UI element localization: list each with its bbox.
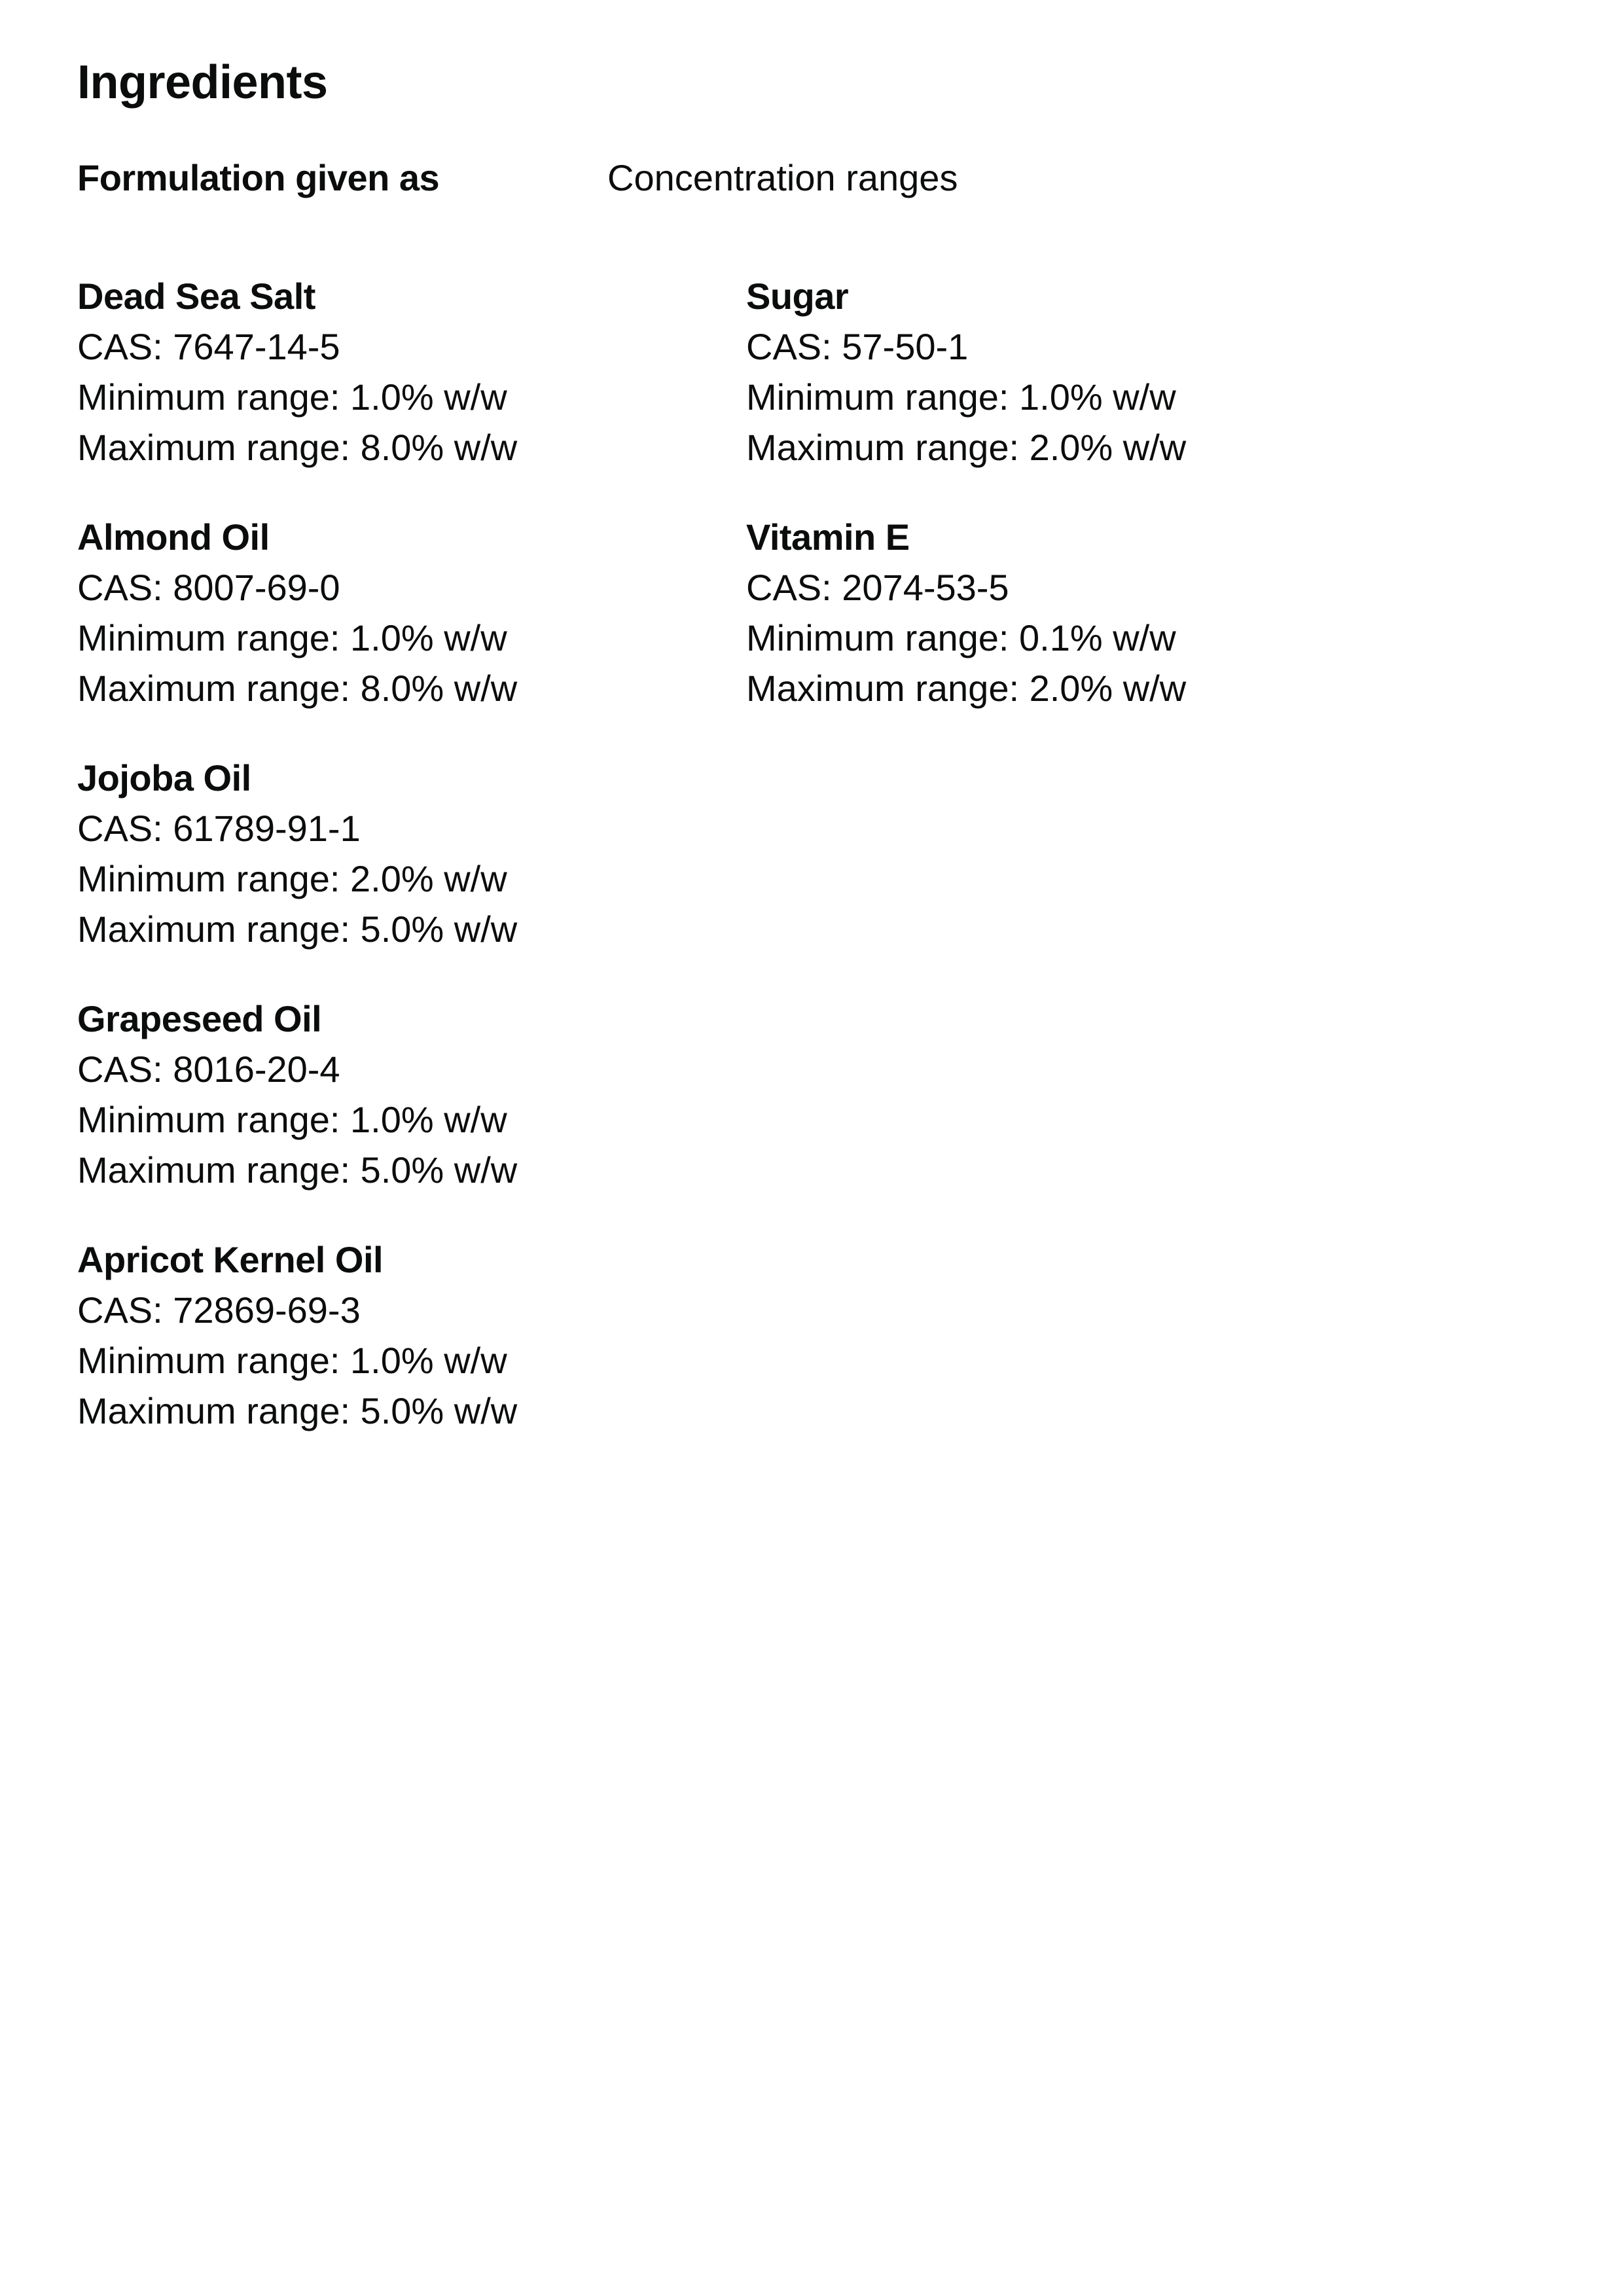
cas-number: 2074-53-5 <box>842 567 1009 608</box>
cas-number: 57-50-1 <box>842 326 969 367</box>
minimum-range-label: Minimum range: <box>77 617 351 658</box>
maximum-range-label: Maximum range: <box>77 1390 361 1431</box>
minimum-range-value: 0.1% w/w <box>1019 617 1176 658</box>
cas-label: CAS: <box>77 326 173 367</box>
ingredient-cas <box>77 803 666 853</box>
maximum-range-value: 5.0% w/w <box>360 1149 518 1191</box>
cas-label: CAS: <box>77 808 173 849</box>
minimum-range-value: 1.0% w/w <box>1019 376 1176 418</box>
ingredient-name: Grapeseed Oil <box>77 998 322 1039</box>
ingredient-vitamin-e <box>746 512 1335 713</box>
maximum-range-label: Maximum range: <box>77 1149 361 1191</box>
ingredient-apricot-kernel-oil <box>77 1234 666 1436</box>
minimum-range-label: Minimum range: <box>77 1340 351 1381</box>
maximum-range-value: 8.0% w/w <box>360 668 518 709</box>
cas-number: 7647-14-5 <box>173 326 340 367</box>
cas-label: CAS: <box>77 1049 173 1090</box>
ingredient-minimum-range <box>746 613 1335 663</box>
ingredient-minimum-range <box>77 1094 666 1145</box>
ingredient-minimum-range <box>77 372 666 422</box>
maximum-range-label: Maximum range: <box>77 427 361 468</box>
ingredient-minimum-range <box>746 372 1335 422</box>
ingredient-maximum-range <box>77 904 666 954</box>
ingredient-name: Vitamin E <box>746 516 910 558</box>
cas-label: CAS: <box>77 567 173 608</box>
maximum-range-value: 5.0% w/w <box>360 1390 518 1431</box>
ingredient-grapeseed-oil <box>77 994 666 1195</box>
minimum-range-label: Minimum range: <box>77 858 351 899</box>
ingredient-cas <box>746 562 1335 613</box>
maximum-range-value: 2.0% w/w <box>1029 668 1187 709</box>
minimum-range-value: 1.0% w/w <box>350 1099 507 1140</box>
minimum-range-label: Minimum range: <box>77 376 351 418</box>
ingredient-name: Apricot Kernel Oil <box>77 1239 384 1280</box>
ingredient-minimum-range <box>77 1335 666 1386</box>
ingredient-cas <box>746 321 1335 372</box>
ingredient-cas <box>77 562 666 613</box>
ingredient-cas <box>77 321 666 372</box>
ingredient-name: Sugar <box>746 276 849 317</box>
minimum-range-label: Minimum range: <box>746 617 1020 658</box>
ingredient-maximum-range <box>77 1386 666 1436</box>
ingredient-cas <box>77 1044 666 1094</box>
ingredient-maximum-range <box>77 663 666 713</box>
ingredient-sugar <box>746 271 1335 473</box>
ingredient-name: Almond Oil <box>77 516 270 558</box>
page-title: Ingredients <box>77 56 328 109</box>
ingredient-cas <box>77 1285 666 1335</box>
ingredient-name: Dead Sea Salt <box>77 276 315 317</box>
ingredient-dead-sea-salt <box>77 271 666 473</box>
minimum-range-value: 1.0% w/w <box>350 376 507 418</box>
maximum-range-label: Maximum range: <box>77 668 361 709</box>
minimum-range-value: 1.0% w/w <box>350 1340 507 1381</box>
maximum-range-value: 8.0% w/w <box>360 427 518 468</box>
minimum-range-value: 1.0% w/w <box>350 617 507 658</box>
ingredient-maximum-range <box>77 1145 666 1195</box>
ingredient-jojoba-oil <box>77 753 666 954</box>
maximum-range-value: 5.0% w/w <box>360 908 518 950</box>
formulation-label: Formulation given as <box>77 157 440 198</box>
cas-label: CAS: <box>746 326 842 367</box>
minimum-range-label: Minimum range: <box>746 376 1020 418</box>
cas-label: CAS: <box>746 567 842 608</box>
ingredient-almond-oil <box>77 512 666 713</box>
ingredient-name: Jojoba Oil <box>77 757 251 798</box>
ingredient-maximum-range <box>746 422 1335 473</box>
ingredient-minimum-range <box>77 613 666 663</box>
ingredient-minimum-range <box>77 853 666 904</box>
maximum-range-value: 2.0% w/w <box>1029 427 1187 468</box>
maximum-range-label: Maximum range: <box>746 668 1030 709</box>
maximum-range-label: Maximum range: <box>77 908 361 950</box>
minimum-range-value: 2.0% w/w <box>350 858 507 899</box>
formulation-value: Concentration ranges <box>607 157 958 198</box>
cas-number: 8016-20-4 <box>173 1049 340 1090</box>
ingredient-maximum-range <box>746 663 1335 713</box>
minimum-range-label: Minimum range: <box>77 1099 351 1140</box>
maximum-range-label: Maximum range: <box>746 427 1030 468</box>
cas-label: CAS: <box>77 1289 173 1331</box>
cas-number: 61789-91-1 <box>173 808 361 849</box>
cas-number: 72869-69-3 <box>173 1289 361 1331</box>
cas-number: 8007-69-0 <box>173 567 340 608</box>
ingredient-maximum-range <box>77 422 666 473</box>
